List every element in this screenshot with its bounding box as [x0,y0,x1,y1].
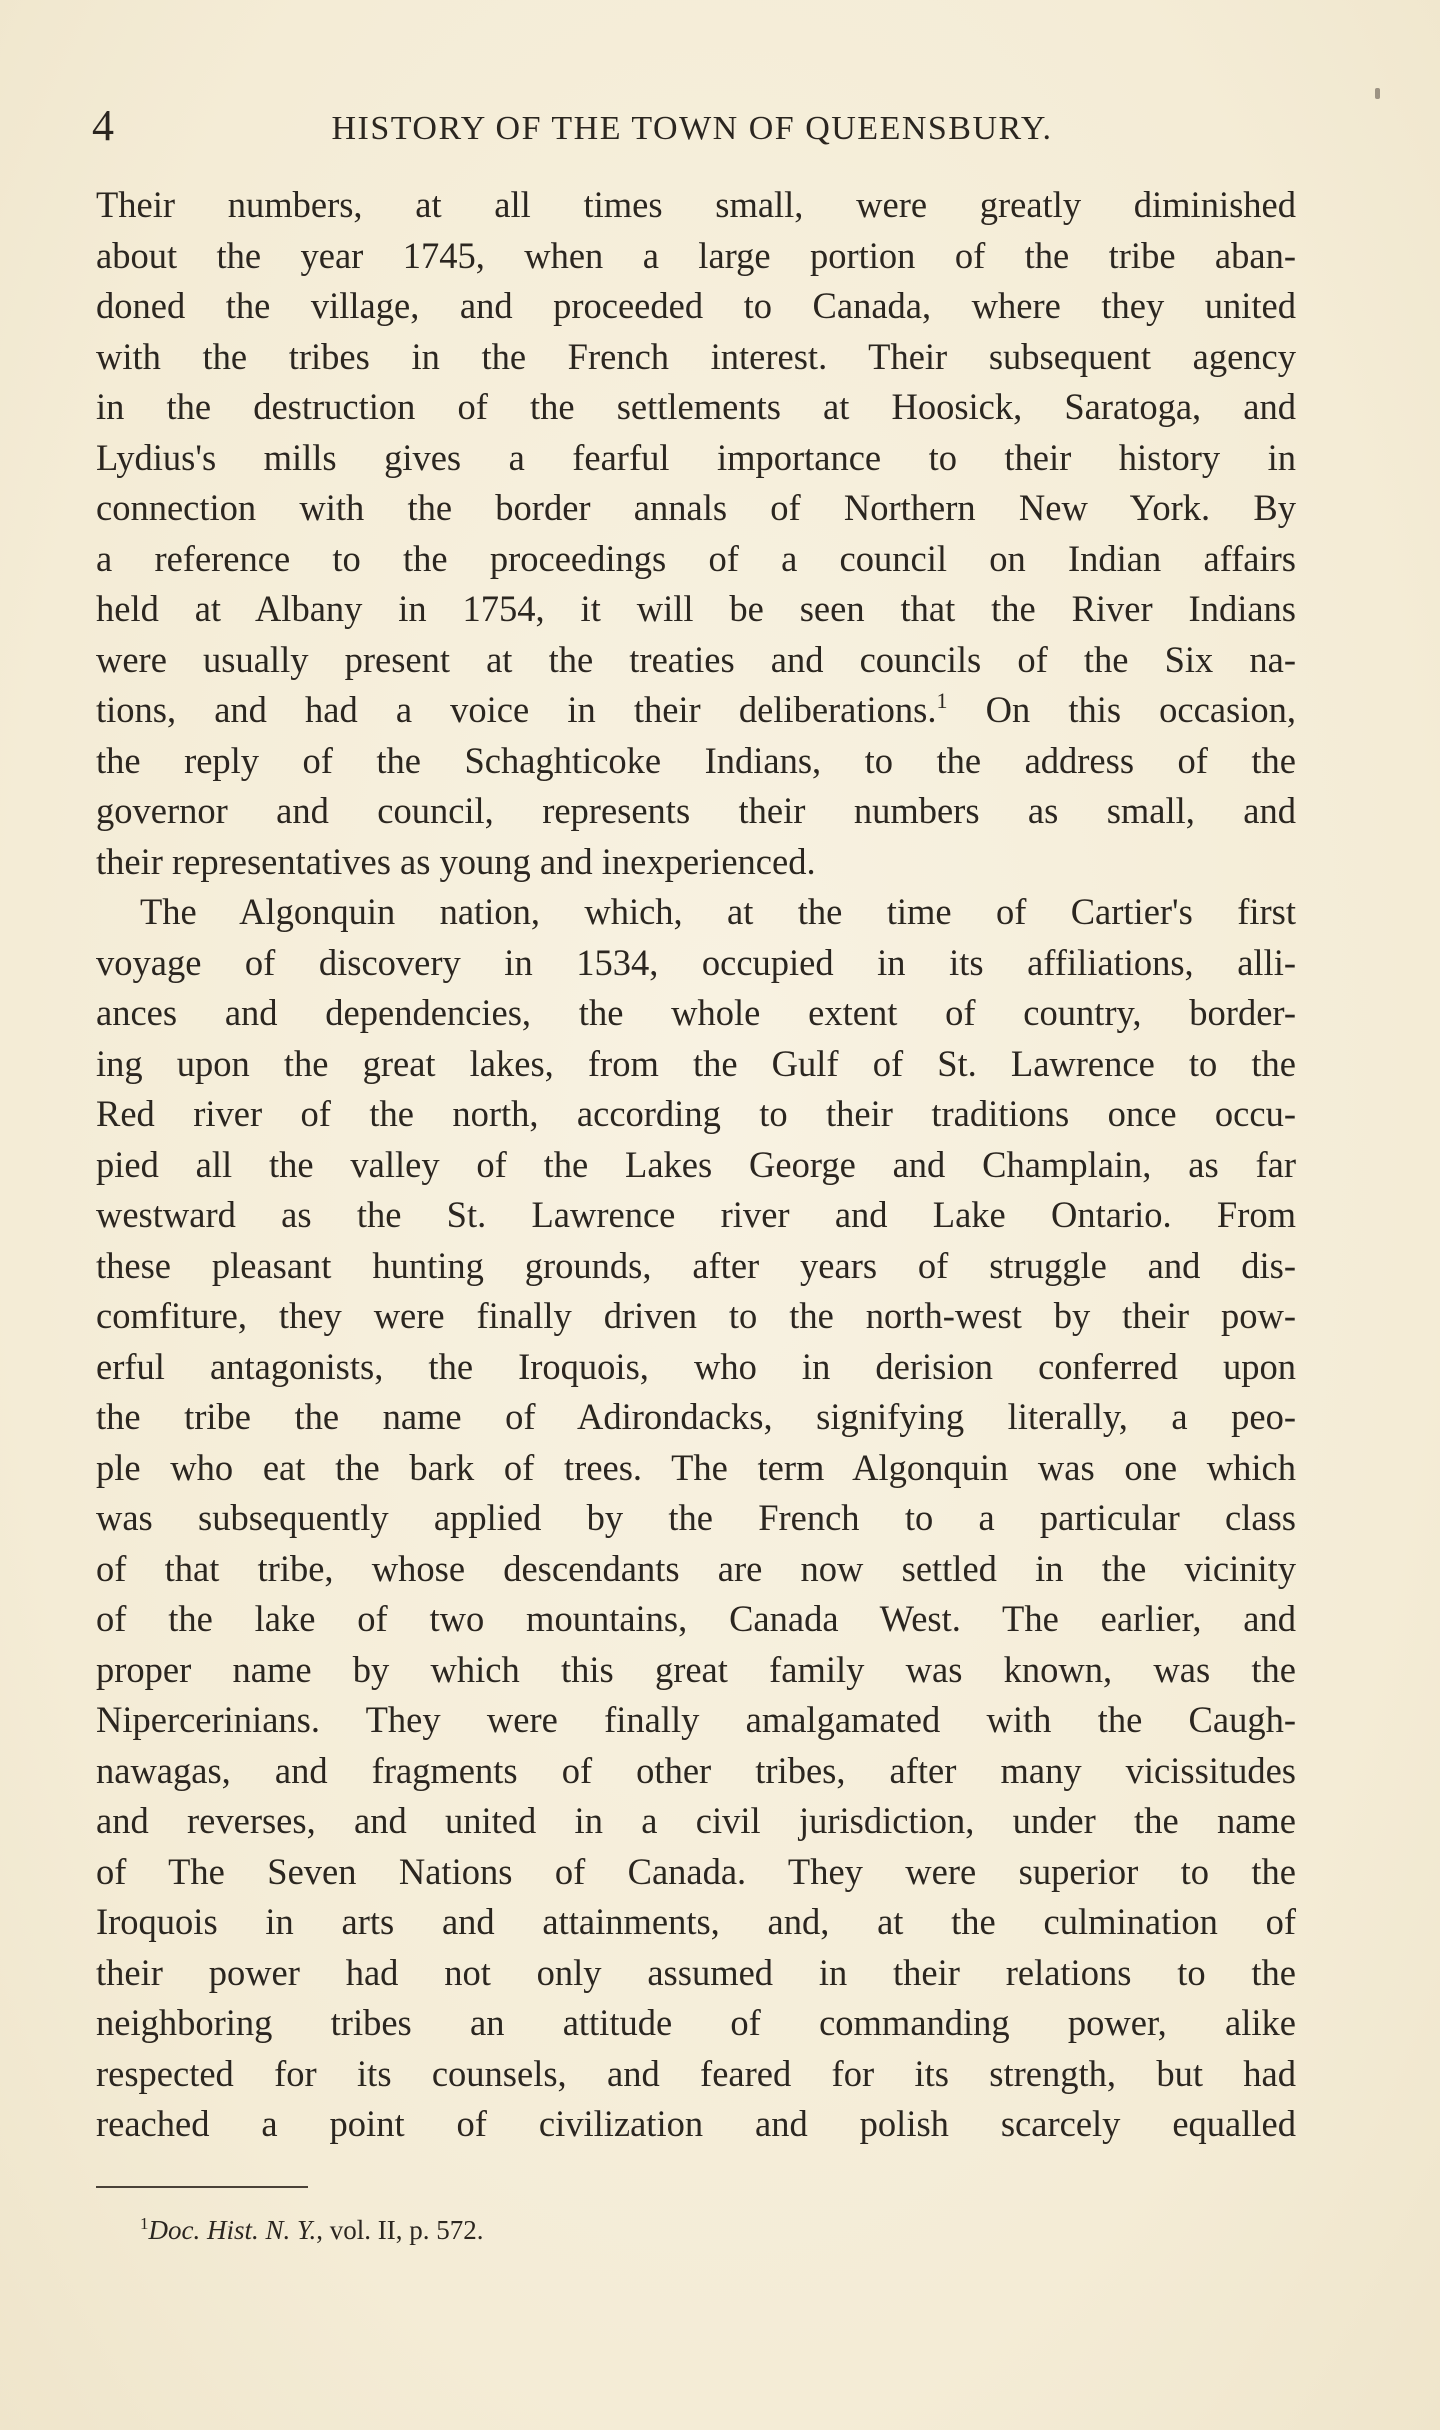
text-line: held at Albany in 1754, it will be seen that the River Indians [96,588,1296,629]
text-line: neighboring tribes an attitude of commanding power, alike [96,2002,1296,2043]
text-line: were usually present at the treaties and councils of the Six na- [96,638,1296,680]
text-line: with the tribes in the French interest. Their subsequent agency [96,335,1296,377]
text-line: ing upon the great lakes, from the Gulf of St. Lawrence to the [96,1042,1296,1084]
text-line: reached a point of civilization and polish scarcely equalled [96,2103,1296,2144]
page-number: 4 [92,101,115,150]
text-line: in the destruction of the settlements at Hoosick, Saratoga, and [96,386,1296,427]
text-line: Iroquois in arts and attainments, and, at the culmination of [96,1901,1296,1942]
text-line: the reply of the Schaghticoke Indians, to the address of the [96,739,1296,781]
text-line: nawagas, and fragments of other tribes, after many vicissitudes [96,1749,1296,1791]
footnote-reference: 1 [936,688,948,713]
text-line: Their numbers, at all times small, were greatly diminished [96,184,1296,225]
footnote-divider [96,2186,308,2188]
text-line: pied all the valley of the Lakes George and Champlain, as far [96,1143,1296,1185]
text-line: ances and dependencies, the whole extent of country, border- [96,992,1296,1033]
text-line: Nipercerinians. They were finally amalgamated with the Caugh- [96,1699,1296,1740]
text-line: about the year 1745, when a large portion of the tribe aban- [96,234,1296,276]
text-line: governor and council, represents their numbers as small, and [96,790,1296,831]
text-line: doned the village, and proceeded to Canada, where they united [96,285,1296,326]
text-line-part: On this occasion, [947,689,1296,730]
text-line: ple who eat the bark of trees. The term Algonquin was one which [96,1446,1296,1488]
text-line: respected for its counsels, and feared for its strength, but had [96,2052,1296,2094]
text-line: was subsequently applied by the French to a particular class [96,1497,1296,1538]
text-line: westward as the St. Lawrence river and Lake Ontario. From [96,1194,1296,1235]
text-line: a reference to the proceedings of a council on Indian affairs [96,537,1296,579]
text-line: comfiture, they were finally driven to the north-west by their pow- [96,1295,1296,1336]
text-line: erful antagonists, the Iroquois, who in derision conferred upon [96,1345,1296,1387]
text-line: their power had not only assumed in their relations to the [96,1951,1296,1993]
running-head [92,96,1292,156]
text-line: Lydius's mills gives a fearful importance to their history in [96,436,1296,478]
text-line: of The Seven Nations of Canada. They were superior to the [96,1850,1296,1892]
text-line: and reverses, and united in a civil jurisdiction, under the name [96,1800,1296,1841]
running-title: HISTORY OF THE TOWN OF QUEENSBURY. [331,110,1053,147]
text-line: voyage of discovery in 1534, occupied in its affiliations, alli- [96,941,1296,983]
text-line: Red river of the north, according to their traditions once occu- [96,1093,1296,1134]
text-line: The Algonquin nation, which, at the time of Cartier's first [140,891,1296,932]
footnote-details: , vol. II, p. 572. [316,2215,484,2245]
text-line: their representatives as young and inexperienced. [96,840,816,882]
body-text [96,180,1296,2150]
text-line-part: tions, and had a voice in their deliberations. [96,689,937,730]
text-line-with-note [96,685,1296,736]
text-line: proper name by which this great family was known, was the [96,1648,1296,1690]
footnote-citation: Doc. Hist. N. Y. [148,2215,317,2245]
text-line: of the lake of two mountains, Canada West. The earlier, and [96,1598,1296,1639]
text-line: connection with the border annals of Northern New York. By [96,487,1296,528]
footnote-mark: 1 [140,2214,149,2233]
text-line: of that tribe, whose descendants are now settled in the vicinity [96,1547,1296,1589]
footnote [140,2212,484,2248]
text-line: these pleasant hunting grounds, after years of struggle and dis- [96,1244,1296,1286]
text-line: the tribe the name of Adirondacks, signifying literally, a peo- [96,1396,1296,1437]
ink-speck [1375,88,1380,99]
